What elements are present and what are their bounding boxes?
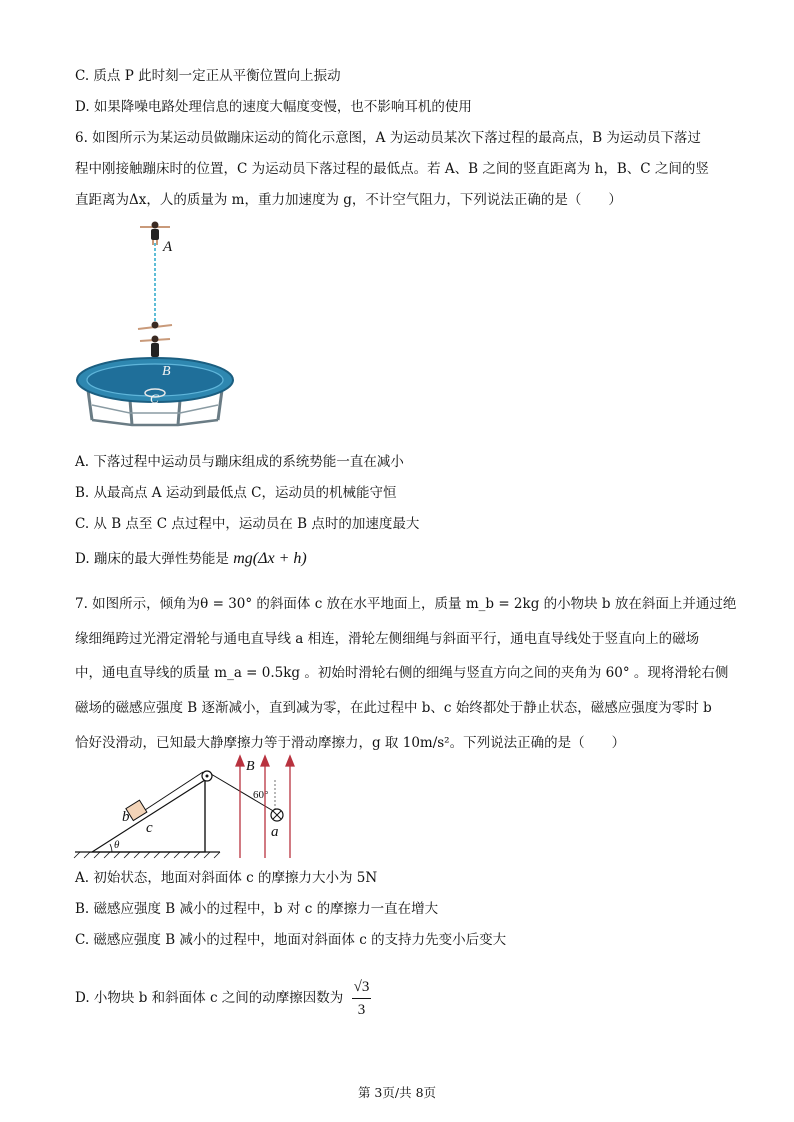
fraction-numerator: √3 [352,976,372,999]
q7-stem-line-5: 恰好没滑动，已知最大静摩擦力等于滑动摩擦力，g 取 10m/s²。下列说法正确的是（ ） [75,735,626,751]
label-c-incline: c [146,820,153,836]
label-a: A [163,239,173,255]
q7-stem-line-2: 缘细绳跨过光滑定滑轮与通电直导线 a 相连，滑轮左侧细绳与斜面平行，通电直导线处于竖直向上的磁场 [75,631,700,647]
q7-stem-line-3: 中，通电直导线的质量 m_a = 0.5kg 。初始时滑轮右侧的细绳与竖直方向之间的夹角为 60° 。现将滑轮右侧 [75,665,729,681]
q7-option-d-fraction [352,976,372,1021]
q7-option-d-text: D. 小物块 b 和斜面体 c 之间的动摩擦因数为 [75,990,344,1006]
theta-arc [110,844,112,852]
label-c: C [150,391,159,406]
string-left [145,772,203,810]
label-a-wire: a [271,824,279,840]
q6-stem-line-1: 6. 如图所示为某运动员做蹦床运动的简化示意图，A 为运动员某次下落过程的最高点，B 为运动员下落过 [75,130,701,146]
q6-option-d [75,549,307,569]
q6-stem-line-2: 程中刚接触蹦床时的位置，C 为运动员下落过程的最低点。若 A、B 之间的竖直距离为 h，B、C 之间的竖 [75,161,709,177]
q6-option-c: C. 从 B 点至 C 点过程中，运动员在 B 点时的加速度最大 [75,516,420,532]
label-field-b: B [246,759,255,774]
label-b: B [162,364,171,379]
page-footer: 第 3页/共 8页 [357,1085,437,1100]
q7-option-a: A. 初始状态，地面对斜面体 c 的摩擦力大小为 5N [75,870,378,886]
q7-option-d [75,976,371,1021]
q6-option-d-formula: mg(Δx + h) [233,550,307,567]
ground-hatch [74,852,220,858]
q7-option-c: C. 磁感应强度 B 减小的过程中，地面对斜面体 c 的支持力先变小后变大 [75,932,507,948]
fraction-denominator: 3 [357,1002,366,1018]
label-b-block: b [122,809,130,825]
q6-stem-line-3: 直距离为Δx，人的质量为 m，重力加速度为 g，不计空气阻力，下列说法正确的是（ ） [75,192,622,208]
q5-option-d: D. 如果降噪电路处理信息的速度大幅度变慢，也不影响耳机的使用 [75,99,472,115]
magnetic-field-arrows [236,756,294,858]
incline-pulley-figure [70,752,310,862]
q6-option-a: A. 下落过程中运动员与蹦床组成的系统势能一直在减小 [75,454,404,470]
q7-stem-line-4: 磁场的磁感应强度 B 逐渐减小，直到减为零，在此过程中 b、c 始终都处于静止状态，磁感应强度为零时 b [75,700,712,716]
label-angle: 60° [253,789,269,801]
q7-option-b: B. 磁感应强度 B 减小的过程中，b 对 c 的摩擦力一直在增大 [75,901,439,917]
trampoline-figure [70,215,250,430]
label-theta: θ [114,839,120,851]
q5-option-c: C. 质点 P 此时刻一定正从平衡位置向上振动 [75,68,341,84]
q6-option-b: B. 从最高点 A 运动到最低点 C，运动员的机械能守恒 [75,485,397,501]
q6-option-d-text: D. 蹦床的最大弹性势能是 [75,551,229,567]
q7-stem-line-1: 7. 如图所示，倾角为θ = 30° 的斜面体 c 放在水平地面上，质量 m_b = 2kg 的小物块 b 放在斜面上并通过绝 [75,596,737,612]
incline-body [92,780,205,852]
